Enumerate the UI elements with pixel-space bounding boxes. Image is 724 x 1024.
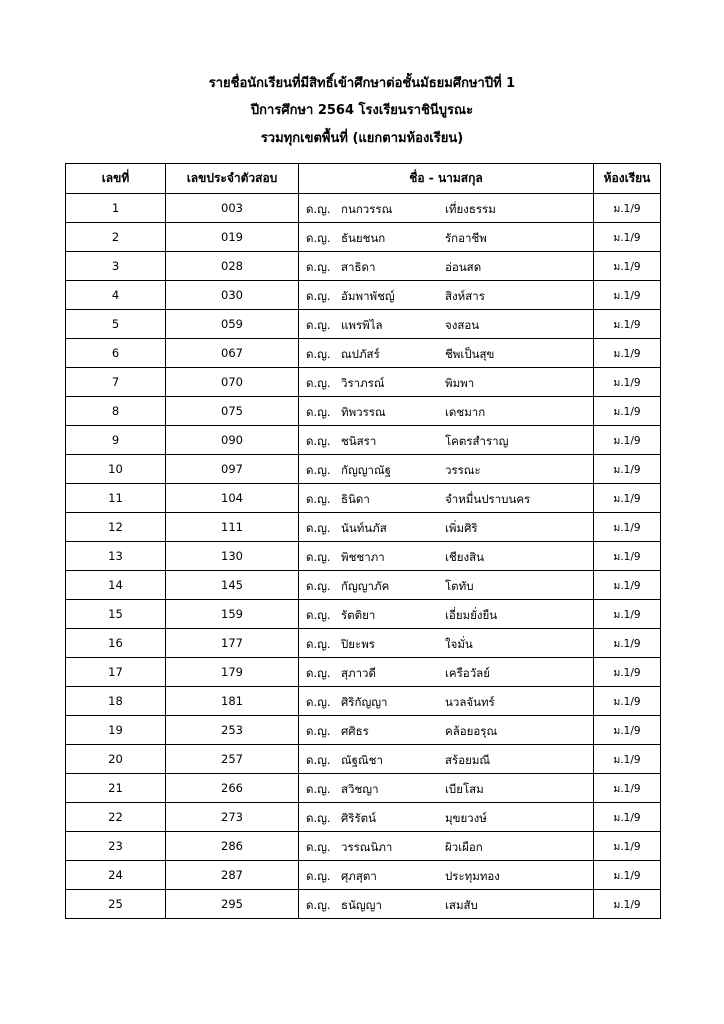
academic-year-school: ปีการศึกษา 2564 โรงเรียนราชินีบูรณะ xyxy=(250,103,474,118)
name-prefix: ด.ญ. xyxy=(306,898,331,912)
classroom: ม.1/9 xyxy=(594,484,661,513)
classroom: ม.1/9 xyxy=(594,629,661,658)
name-prefix: ด.ญ. xyxy=(306,463,331,477)
name-prefix: ด.ญ. xyxy=(306,579,331,593)
first-name: แพรพิไล xyxy=(341,318,383,332)
classroom: ม.1/9 xyxy=(594,252,661,281)
first-name: ศิริรัตน์ xyxy=(341,811,376,825)
classroom: ม.1/9 xyxy=(594,861,661,890)
name-prefix: ด.ญ. xyxy=(306,869,331,883)
row-number: 12 xyxy=(66,513,166,542)
classroom: ม.1/9 xyxy=(594,310,661,339)
document-subtitle: รวมทุกเขตพื้นที่ (แยกตามห้องเรียน) xyxy=(260,131,464,146)
exam-id: 286 xyxy=(166,832,299,861)
exam-id: 177 xyxy=(166,629,299,658)
full-name-cell xyxy=(299,310,594,339)
name-prefix: ด.ญ. xyxy=(306,405,331,419)
first-name: ธนัญญา xyxy=(341,898,382,912)
full-name-cell xyxy=(299,774,594,803)
row-number: 16 xyxy=(66,629,166,658)
last-name: เชียงสิน xyxy=(445,550,484,564)
full-name-cell xyxy=(299,194,594,223)
full-name-cell xyxy=(299,455,594,484)
table-row xyxy=(66,281,661,310)
last-name: เพิ่มศิริ xyxy=(445,521,478,535)
last-name: จงสอน xyxy=(445,318,480,332)
full-name-cell xyxy=(299,397,594,426)
first-name: รัตติยา xyxy=(341,608,376,622)
first-name: ศิริกัญญา xyxy=(341,695,388,709)
exam-id: 130 xyxy=(166,542,299,571)
table-body xyxy=(66,194,661,919)
first-name: กัญญาณัฐ xyxy=(341,463,392,477)
table-header-row xyxy=(66,164,661,194)
row-number: 5 xyxy=(66,310,166,339)
full-name-cell xyxy=(299,426,594,455)
full-name-cell xyxy=(299,339,594,368)
row-number: 8 xyxy=(66,397,166,426)
row-number: 14 xyxy=(66,571,166,600)
exam-id: 104 xyxy=(166,484,299,513)
exam-id: 003 xyxy=(166,194,299,223)
table-row xyxy=(66,223,661,252)
full-name-cell xyxy=(299,745,594,774)
table-row xyxy=(66,194,661,223)
exam-id: 059 xyxy=(166,310,299,339)
table-row xyxy=(66,745,661,774)
exam-id: 181 xyxy=(166,687,299,716)
full-name-cell xyxy=(299,687,594,716)
full-name-cell xyxy=(299,861,594,890)
classroom: ม.1/9 xyxy=(594,745,661,774)
row-number: 22 xyxy=(66,803,166,832)
name-prefix: ด.ญ. xyxy=(306,289,331,303)
full-name-cell xyxy=(299,716,594,745)
row-number: 21 xyxy=(66,774,166,803)
row-number: 23 xyxy=(66,832,166,861)
exam-id: 273 xyxy=(166,803,299,832)
table-row xyxy=(66,629,661,658)
exam-id: 097 xyxy=(166,455,299,484)
row-number: 3 xyxy=(66,252,166,281)
row-number: 7 xyxy=(66,368,166,397)
last-name: โคตรสำราญ xyxy=(445,434,509,448)
row-number: 20 xyxy=(66,745,166,774)
classroom: ม.1/9 xyxy=(594,339,661,368)
table-row xyxy=(66,658,661,687)
table-row xyxy=(66,571,661,600)
first-name: ณปภัสร์ xyxy=(341,347,380,361)
table-row xyxy=(66,861,661,890)
last-name: สิงห์สาร xyxy=(445,289,485,303)
row-number: 13 xyxy=(66,542,166,571)
exam-id: 295 xyxy=(166,890,299,919)
first-name: อัมพาพัชญ์ xyxy=(341,289,395,303)
row-number: 1 xyxy=(66,194,166,223)
last-name: ใจมั่น xyxy=(445,637,473,651)
first-name: สุภาวดี xyxy=(341,666,376,680)
name-prefix: ด.ญ. xyxy=(306,550,331,564)
last-name: คล้อยอรุณ xyxy=(445,724,498,738)
exam-id: 075 xyxy=(166,397,299,426)
first-name: กนกวรรณ xyxy=(341,202,393,216)
full-name-cell xyxy=(299,803,594,832)
name-prefix: ด.ญ. xyxy=(306,753,331,767)
table-row xyxy=(66,890,661,919)
first-name: ธันยชนก xyxy=(341,231,386,245)
name-prefix: ด.ญ. xyxy=(306,782,331,796)
exam-id: 067 xyxy=(166,339,299,368)
row-number: 9 xyxy=(66,426,166,455)
table-row xyxy=(66,542,661,571)
table-row xyxy=(66,803,661,832)
first-name: พิชชาภา xyxy=(341,550,385,564)
exam-id: 159 xyxy=(166,600,299,629)
classroom: ม.1/9 xyxy=(594,542,661,571)
full-name-cell xyxy=(299,571,594,600)
last-name: เครือวัลย์ xyxy=(445,666,490,680)
classroom: ม.1/9 xyxy=(594,600,661,629)
classroom: ม.1/9 xyxy=(594,368,661,397)
last-name: รักอาชีพ xyxy=(445,231,487,245)
last-name: นวลจันทร์ xyxy=(445,695,495,709)
first-name: ทิพวรรณ xyxy=(341,405,386,419)
last-name: สร้อยมณี xyxy=(445,753,491,767)
name-prefix: ด.ญ. xyxy=(306,724,331,738)
row-number: 2 xyxy=(66,223,166,252)
classroom: ม.1/9 xyxy=(594,571,661,600)
table-row xyxy=(66,368,661,397)
full-name-cell xyxy=(299,513,594,542)
classroom: ม.1/9 xyxy=(594,658,661,687)
full-name-cell xyxy=(299,223,594,252)
table-row xyxy=(66,397,661,426)
first-name: ปิยะพร xyxy=(341,637,375,651)
exam-id: 253 xyxy=(166,716,299,745)
name-prefix: ด.ญ. xyxy=(306,347,331,361)
exam-id: 028 xyxy=(166,252,299,281)
exam-id: 090 xyxy=(166,426,299,455)
exam-id: 019 xyxy=(166,223,299,252)
row-number: 10 xyxy=(66,455,166,484)
table-row xyxy=(66,252,661,281)
name-prefix: ด.ญ. xyxy=(306,260,331,274)
full-name-cell xyxy=(299,281,594,310)
exam-id: 179 xyxy=(166,658,299,687)
exam-id: 266 xyxy=(166,774,299,803)
last-name: พิมพา xyxy=(445,376,475,390)
name-prefix: ด.ญ. xyxy=(306,434,331,448)
full-name-cell xyxy=(299,629,594,658)
name-prefix: ด.ญ. xyxy=(306,376,331,390)
exam-id: 111 xyxy=(166,513,299,542)
last-name: ประทุมทอง xyxy=(445,869,500,883)
row-number: 6 xyxy=(66,339,166,368)
classroom: ม.1/9 xyxy=(594,194,661,223)
first-name: ศุภสุตา xyxy=(341,869,377,883)
name-prefix: ด.ญ. xyxy=(306,318,331,332)
last-name: โตทับ xyxy=(445,579,474,593)
table-row xyxy=(66,600,661,629)
exam-id: 070 xyxy=(166,368,299,397)
row-number: 4 xyxy=(66,281,166,310)
first-name: สวิชญา xyxy=(341,782,379,796)
name-prefix: ด.ญ. xyxy=(306,521,331,535)
table-row xyxy=(66,716,661,745)
last-name: ผิวเผือก xyxy=(445,840,483,854)
classroom: ม.1/9 xyxy=(594,716,661,745)
first-name: ณัฐณิชา xyxy=(341,753,383,767)
full-name-cell xyxy=(299,832,594,861)
first-name: กัญญาภัค xyxy=(341,579,390,593)
header-exam-id: เลขประจำตัวสอบ xyxy=(166,164,299,194)
last-name: เสมสับ xyxy=(445,898,478,912)
first-name: สาธิดา xyxy=(341,260,376,274)
last-name: จำหมื่นปราบนคร xyxy=(445,492,531,506)
classroom: ม.1/9 xyxy=(594,223,661,252)
first-name: ศศิธร xyxy=(341,724,369,738)
exam-id: 145 xyxy=(166,571,299,600)
first-name: นันท์นภัส xyxy=(341,521,387,535)
row-number: 17 xyxy=(66,658,166,687)
first-name: วิราภรณ์ xyxy=(341,376,385,390)
last-name: อ่อนสด xyxy=(445,260,482,274)
classroom: ม.1/9 xyxy=(594,774,661,803)
classroom: ม.1/9 xyxy=(594,426,661,455)
classroom: ม.1/9 xyxy=(594,832,661,861)
header-full-name: ชื่อ - นามสกุล xyxy=(299,164,594,194)
table-row xyxy=(66,426,661,455)
table-row xyxy=(66,687,661,716)
table-row xyxy=(66,774,661,803)
classroom: ม.1/9 xyxy=(594,687,661,716)
classroom: ม.1/9 xyxy=(594,890,661,919)
classroom: ม.1/9 xyxy=(594,397,661,426)
first-name: ชนิสรา xyxy=(341,434,377,448)
last-name: เดชมาก xyxy=(445,405,486,419)
name-prefix: ด.ญ. xyxy=(306,231,331,245)
full-name-cell xyxy=(299,600,594,629)
name-prefix: ด.ญ. xyxy=(306,608,331,622)
table-row xyxy=(66,310,661,339)
last-name: เบียโสม xyxy=(445,782,484,796)
name-prefix: ด.ญ. xyxy=(306,811,331,825)
last-name: เอี่ยมยั่งยืน xyxy=(445,608,498,622)
header-number: เลขที่ xyxy=(66,164,166,194)
first-name: ธินิดา xyxy=(341,492,370,506)
classroom: ม.1/9 xyxy=(594,455,661,484)
table-row xyxy=(66,513,661,542)
table-row xyxy=(66,832,661,861)
classroom: ม.1/9 xyxy=(594,513,661,542)
table-row xyxy=(66,455,661,484)
name-prefix: ด.ญ. xyxy=(306,666,331,680)
full-name-cell xyxy=(299,368,594,397)
row-number: 18 xyxy=(66,687,166,716)
name-prefix: ด.ญ. xyxy=(306,492,331,506)
last-name: เที่ยงธรรม xyxy=(445,202,496,216)
last-name: มุขยวงษ์ xyxy=(445,811,487,825)
row-number: 24 xyxy=(66,861,166,890)
row-number: 15 xyxy=(66,600,166,629)
full-name-cell xyxy=(299,890,594,919)
full-name-cell xyxy=(299,252,594,281)
first-name: วรรณนิภา xyxy=(341,840,393,854)
full-name-cell xyxy=(299,484,594,513)
name-prefix: ด.ญ. xyxy=(306,695,331,709)
exam-id: 257 xyxy=(166,745,299,774)
row-number: 19 xyxy=(66,716,166,745)
row-number: 11 xyxy=(66,484,166,513)
exam-id: 287 xyxy=(166,861,299,890)
last-name: ชีพเป็นสุข xyxy=(445,347,495,361)
document-title: รายชื่อนักเรียนที่มีสิทธิ์เข้าศึกษาต่อชั้นมัธยมศึกษาปีที่ 1 xyxy=(208,76,516,91)
name-prefix: ด.ญ. xyxy=(306,637,331,651)
name-prefix: ด.ญ. xyxy=(306,202,331,216)
name-prefix: ด.ญ. xyxy=(306,840,331,854)
header-classroom: ห้องเรียน xyxy=(594,164,661,194)
table-row xyxy=(66,484,661,513)
table-row xyxy=(66,339,661,368)
student-list-table xyxy=(65,163,661,919)
full-name-cell xyxy=(299,542,594,571)
row-number: 25 xyxy=(66,890,166,919)
classroom: ม.1/9 xyxy=(594,803,661,832)
exam-id: 030 xyxy=(166,281,299,310)
full-name-cell xyxy=(299,658,594,687)
last-name: วรรณะ xyxy=(445,463,481,477)
classroom: ม.1/9 xyxy=(594,281,661,310)
